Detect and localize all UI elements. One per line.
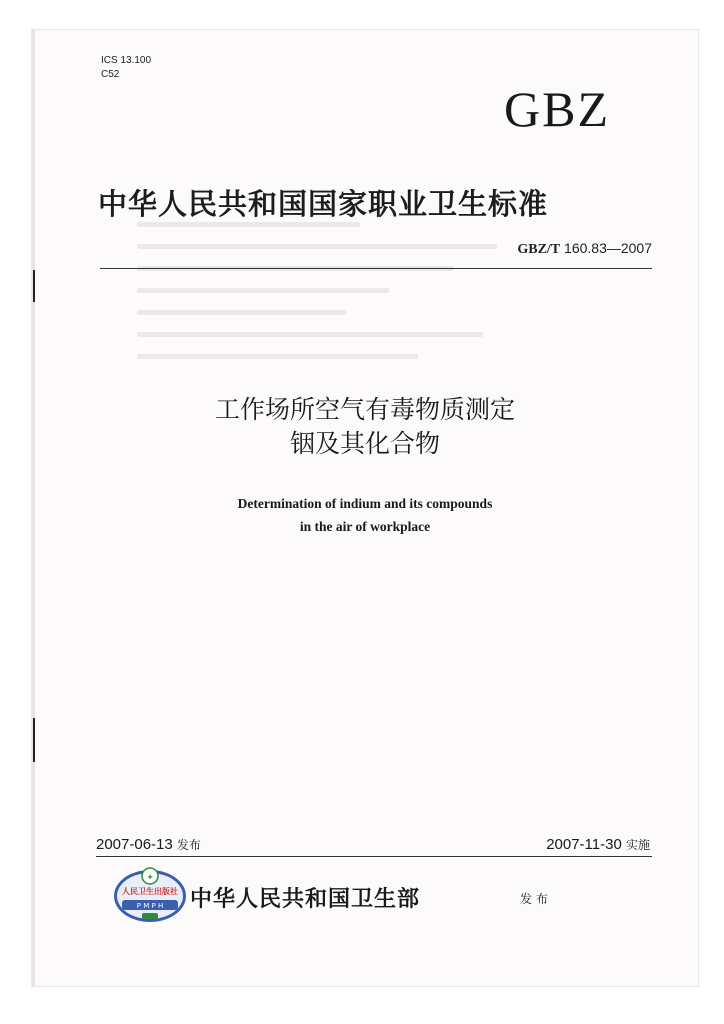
issuing-action: 发布	[520, 892, 553, 906]
issuing-authority: 中华人民共和国卫生部	[190, 886, 421, 912]
standard-number	[517, 240, 652, 258]
standard-number-prefix: GBZ/T	[517, 242, 561, 257]
issue-date-label: 发布	[176, 838, 201, 852]
issue-date	[96, 836, 201, 853]
english-title-line-1: Determination of indium and its compounds	[237, 496, 493, 511]
logo-publisher-text: 人民卫生出版社	[122, 886, 178, 896]
cover-page	[32, 30, 698, 986]
show-through-text	[137, 222, 497, 376]
english-title-line-2: in the air of workplace	[299, 519, 431, 534]
effective-date-label: 实施	[625, 838, 650, 852]
standard-category-title: 中华人民共和国国家职业卫生标准	[98, 187, 549, 221]
chinese-title-line-1: 工作场所空气有毒物质测定	[214, 395, 515, 424]
standard-number-value: 160.83—2007	[560, 240, 652, 256]
ics-code: ICS 13.100	[101, 55, 152, 66]
punch-mark	[33, 718, 35, 762]
header-rule	[100, 268, 652, 269]
issue-date-value: 2007-06-13	[96, 836, 173, 853]
effective-date	[546, 836, 650, 853]
series-mark: GBZ	[504, 81, 610, 137]
effective-date-value: 2007-11-30	[546, 836, 622, 853]
footer-rule	[96, 856, 652, 857]
publisher-logo-icon	[112, 864, 188, 926]
chinese-title	[32, 393, 698, 461]
classification-codes	[101, 54, 151, 82]
english-title	[32, 492, 698, 538]
logo-letters: P M P H	[136, 902, 164, 910]
ccs-code: C52	[101, 69, 120, 80]
svg-text:✚: ✚	[147, 874, 153, 881]
punch-mark	[33, 270, 35, 302]
chinese-title-line-2: 铟及其化合物	[289, 429, 440, 458]
